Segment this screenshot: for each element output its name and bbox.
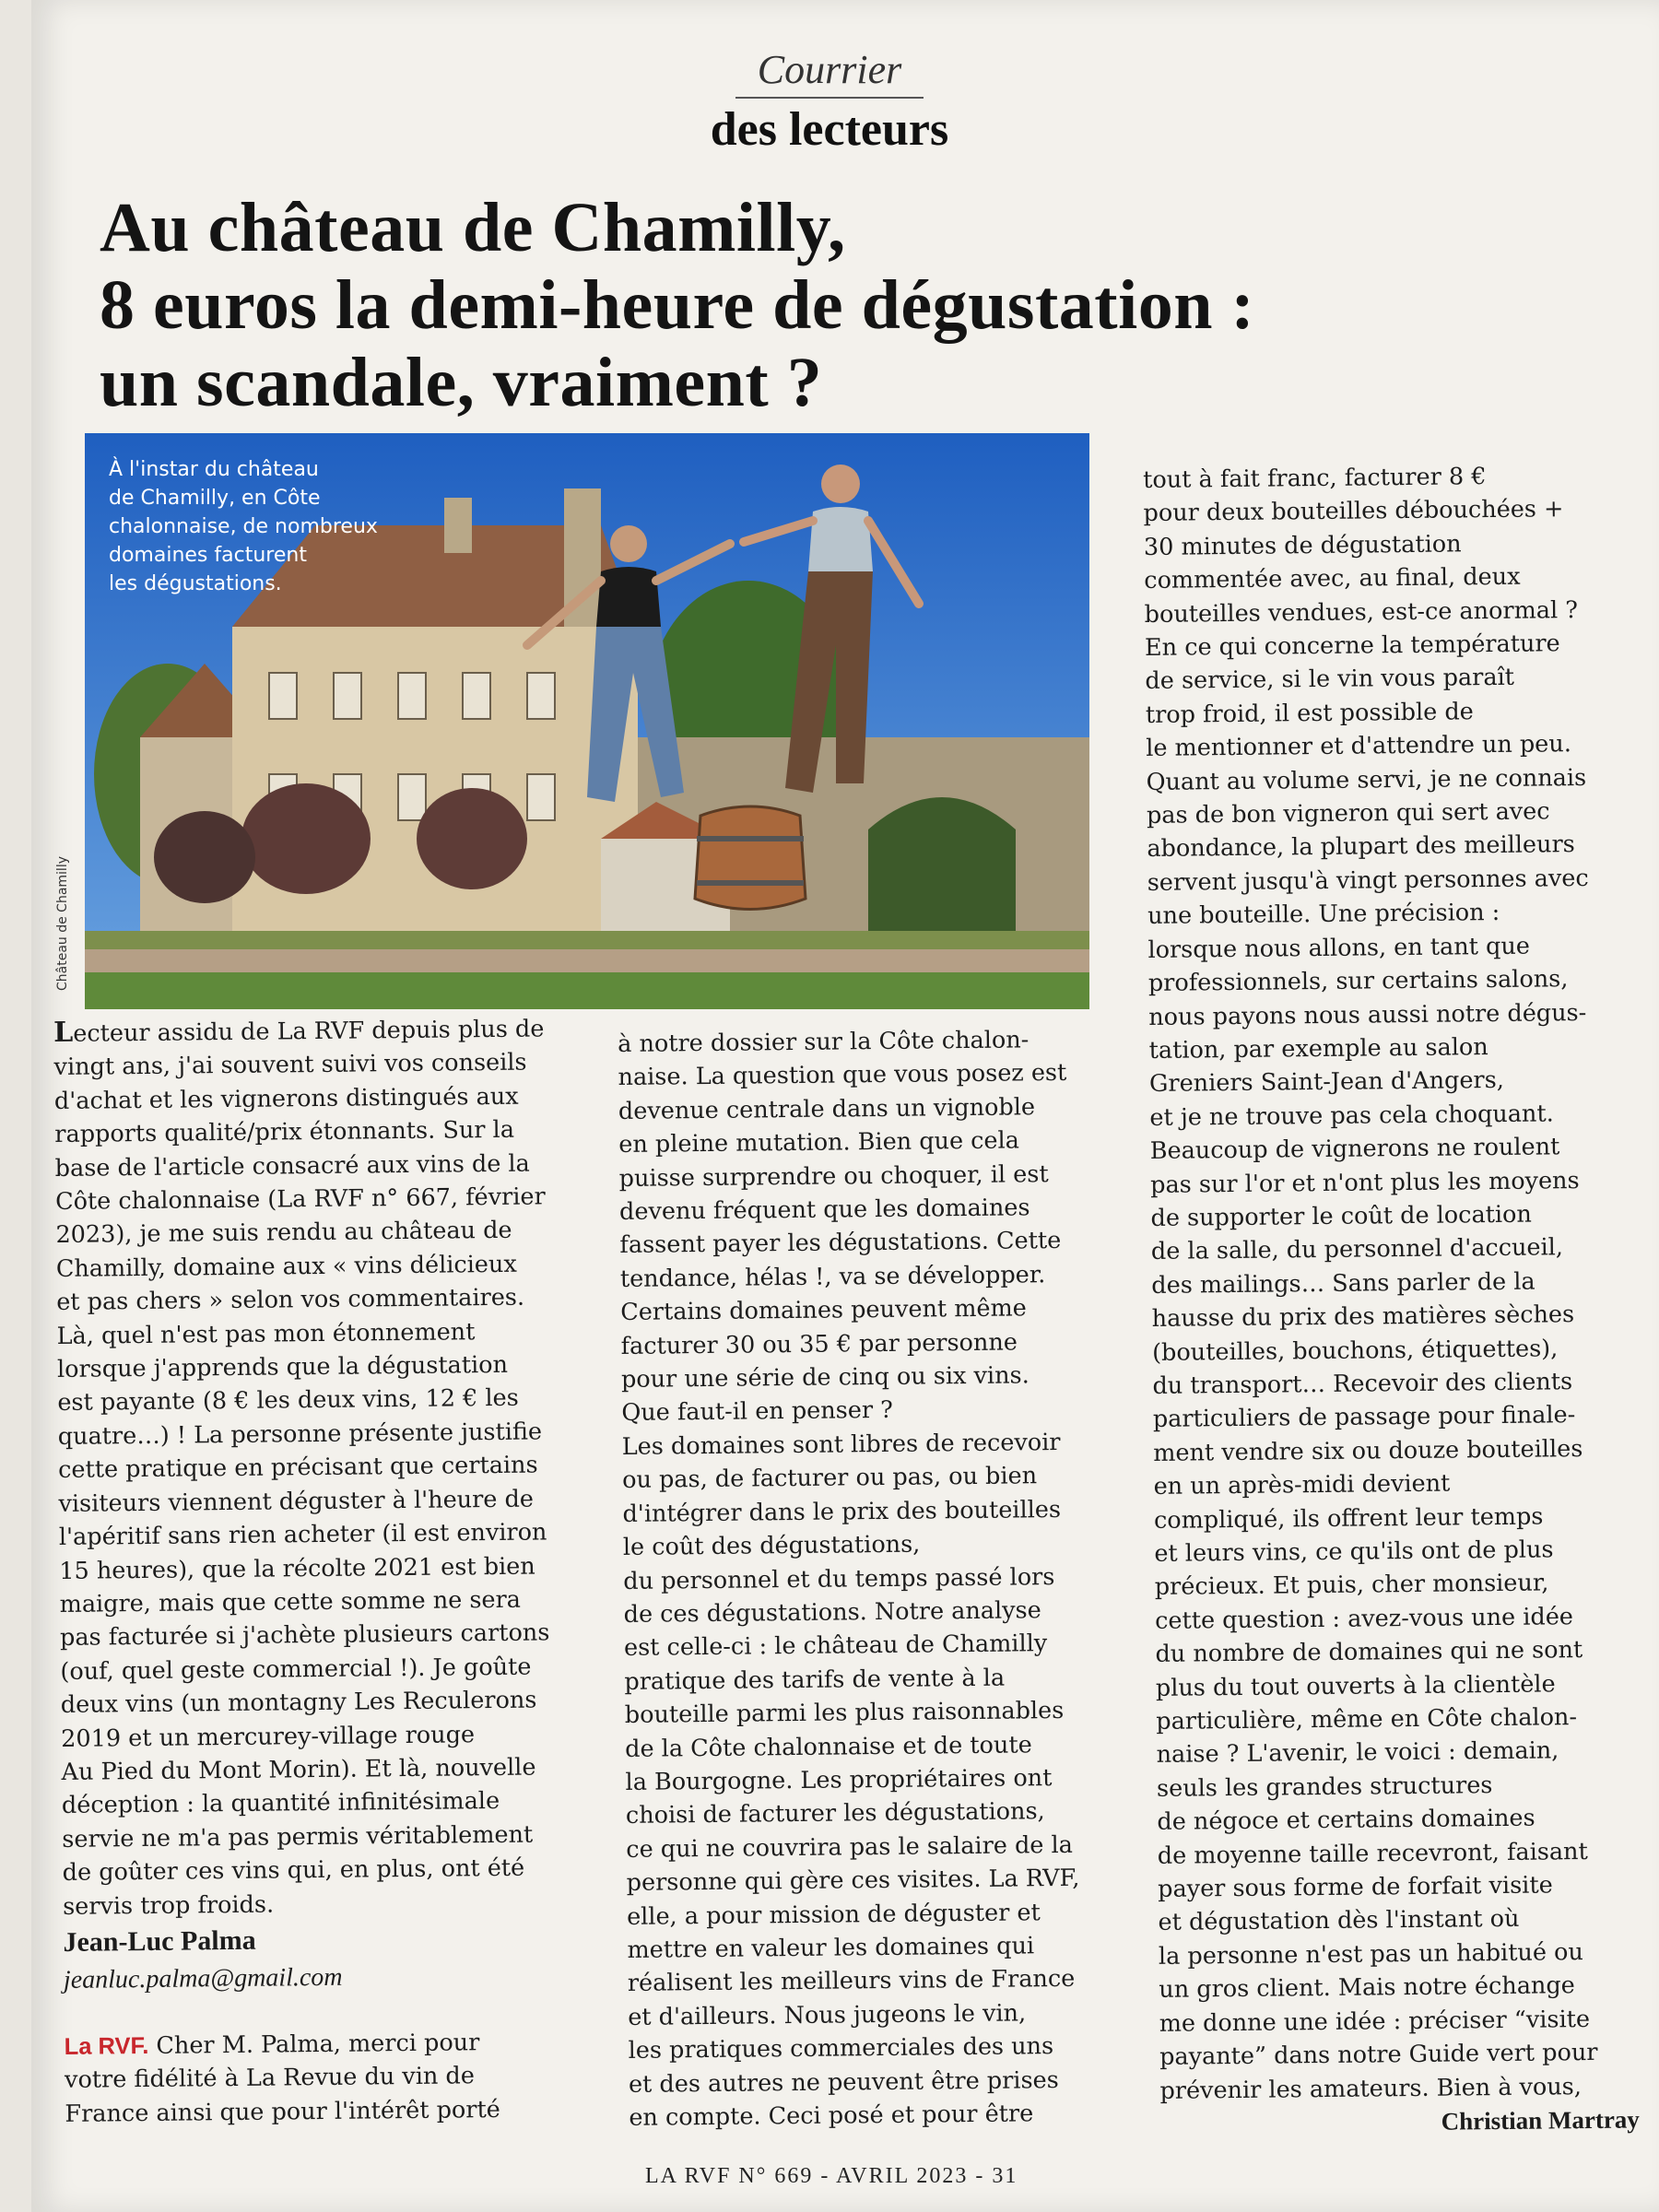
reply-signature: Christian Martray bbox=[1441, 2105, 1640, 2136]
text-line: du nombre de domaines qui ne sont bbox=[1155, 1636, 1583, 1669]
rvf-reply-tag: La RVF. bbox=[64, 2032, 149, 2060]
text-line: en un après-midi devient bbox=[1153, 1469, 1451, 1501]
text-line: une bouteille. Une précision : bbox=[1147, 899, 1500, 931]
text-line: d'intégrer dans le prix des bouteilles bbox=[622, 1495, 1062, 1528]
text-line: de moyenne taille recevront, faisant bbox=[1157, 1837, 1588, 1870]
text-line: lorsque j'apprends que la dégustation bbox=[56, 1350, 509, 1384]
text-line: est payante (8 € les deux vins, 12 € les bbox=[57, 1384, 519, 1418]
rubric-des-lecteurs: des lecteurs bbox=[710, 103, 949, 156]
chateau-photo bbox=[85, 433, 1089, 1009]
text-line: 2019 et un mercurey-village rouge bbox=[61, 1720, 476, 1753]
text-line: tout à fait franc, facturer 8 € bbox=[1143, 463, 1487, 494]
photo-caption bbox=[109, 455, 385, 598]
text-line: naise ? L'avenir, le voici : demain, bbox=[1156, 1736, 1559, 1770]
text-line: d'achat et les vignerons distingués aux bbox=[53, 1082, 519, 1115]
text-line: de ces dégustations. Notre analyse bbox=[623, 1596, 1041, 1629]
text-line: plus du tout ouverts à la clientèle bbox=[1155, 1670, 1556, 1702]
text-line: seuls les grandes structures bbox=[1156, 1771, 1493, 1803]
text-line: ment vendre six ou douze bouteilles bbox=[1153, 1434, 1583, 1467]
text-line: 2023), je me suis rendu au château de bbox=[55, 1217, 512, 1250]
text-line: Lecteur assidu de La RVF depuis plus de bbox=[53, 1015, 545, 1049]
text-line: payer sous forme de forfait visite bbox=[1158, 1871, 1553, 1903]
text-line: de goûter ces vins qui, en plus, ont été bbox=[62, 1853, 525, 1888]
text-line: bouteille parmi les plus raisonnables bbox=[624, 1697, 1065, 1730]
text-line: devenue centrale dans un vignoble bbox=[618, 1093, 1036, 1125]
text-line: bouteilles vendues, est-ce anormal ? bbox=[1144, 595, 1579, 629]
text-line: en pleine mutation. Bien que cela bbox=[618, 1126, 1020, 1159]
reply-column-2 bbox=[618, 1023, 1109, 2136]
text-line: puisse surprendre ou choquer, il est bbox=[618, 1159, 1049, 1193]
text-line: particuliers de passage pour finale- bbox=[1152, 1401, 1576, 1434]
text-line: pas de bon vigneron qui sert avec bbox=[1146, 797, 1550, 830]
text-line: professionnels, sur certains salons, bbox=[1147, 965, 1569, 998]
text-line: ou pas, de facturer ou pas, ou bien bbox=[621, 1462, 1038, 1495]
section-rubric bbox=[0, 46, 1659, 157]
text-line: tation, par exemple au salon bbox=[1148, 1033, 1488, 1065]
text-line: de la Côte chalonnaise et de toute bbox=[625, 1730, 1032, 1763]
text-line: et des autres ne peuvent être prises bbox=[628, 2065, 1059, 2099]
text-line: de supporter le coût de location bbox=[1150, 1200, 1533, 1232]
text-line: l'apéritif sans rien acheter (il est environ bbox=[58, 1518, 547, 1552]
text-line: trop froid, il est possible de bbox=[1145, 698, 1474, 729]
caption-line: domaines facturent bbox=[109, 544, 307, 567]
text-line: précieux. Et puis, cher monsieur, bbox=[1154, 1569, 1549, 1602]
text-line: des mailings… Sans parler de la bbox=[1151, 1267, 1535, 1300]
text-line: et leurs vins, ce qu'ils ont de plus bbox=[1154, 1535, 1554, 1568]
text-line: devenu fréquent que les domaines bbox=[618, 1194, 1030, 1227]
text-line: rapports qualité/prix étonnants. Sur la bbox=[54, 1115, 515, 1149]
text-line: le coût des dégustations, bbox=[622, 1530, 921, 1562]
text-line: ce qui ne couvrira pas le salaire de la bbox=[626, 1830, 1074, 1864]
text-line: du personnel et du temps passé lors bbox=[623, 1562, 1055, 1595]
article-headline bbox=[100, 189, 1611, 421]
drop-cap: L bbox=[53, 1016, 74, 1049]
text-line: base de l'article consacré aux vins de la bbox=[54, 1149, 530, 1182]
text-line: Chamilly, domaine aux « vins délicieux bbox=[55, 1250, 517, 1283]
text-line: maigre, mais que cette somme ne sera bbox=[59, 1585, 522, 1618]
text-line: 30 minutes de dégustation bbox=[1143, 530, 1462, 561]
text-line: un gros client. Mais notre échange bbox=[1159, 1971, 1575, 2005]
text-line: commentée avec, au final, deux bbox=[1144, 562, 1521, 595]
caption-line: les dégustations. bbox=[109, 572, 282, 595]
caption-line: de Chamilly, en Côte bbox=[109, 487, 321, 510]
text-line: Là, quel n'est pas mon étonnement bbox=[56, 1317, 476, 1350]
letter-author: Jean-Luc Palma bbox=[63, 1924, 256, 1958]
text-line: fassent payer les dégustations. Cette bbox=[619, 1227, 1062, 1260]
text-line: réalisent les meilleurs vins de France bbox=[627, 1965, 1076, 1998]
text-line: pour deux bouteilles débouchées + bbox=[1143, 495, 1564, 528]
text-line: nous payons nous aussi notre dégus- bbox=[1148, 998, 1587, 1031]
text-line: deux vins (un montagny Les Reculerons bbox=[60, 1686, 537, 1720]
text-line: (ouf, quel geste commercial !). Je goûte bbox=[60, 1653, 532, 1686]
text-line: choisi de facturer les dégustations, bbox=[625, 1797, 1045, 1830]
text-line: (bouteilles, bouchons, étiquettes), bbox=[1151, 1334, 1559, 1367]
text-line: Quant au volume servi, je ne connais bbox=[1146, 763, 1587, 796]
text-line: les pratiques commerciales des uns bbox=[628, 2032, 1054, 2065]
text-line: la Bourgogne. Les propriétaires ont bbox=[625, 1764, 1053, 1796]
text-line: pas sur l'or et n'ont plus les moyens bbox=[1150, 1166, 1580, 1199]
text-line: quatre…) ! La personne présente justifie bbox=[57, 1418, 543, 1451]
text-line: servent jusqu'à vingt personnes avec bbox=[1147, 864, 1589, 897]
text-line: du transport… Recevoir des clients bbox=[1152, 1368, 1573, 1400]
text-line: de négoce et certains domaines bbox=[1157, 1804, 1535, 1837]
text-line: Au Pied du Mont Morin). Et là, nouvelle bbox=[61, 1753, 536, 1786]
text-line: déception : la quantité infinitésimale bbox=[61, 1787, 500, 1820]
text-line: cette pratique en précisant que certains bbox=[57, 1451, 538, 1485]
text-line: lorsque nous allons, en tant que bbox=[1147, 932, 1531, 964]
text-line: elle, a pour mission de déguster et bbox=[626, 1898, 1041, 1931]
text-line: servis trop froids. bbox=[62, 1890, 275, 1921]
headline-line: 8 euros la demi-heure de dégustation : bbox=[100, 266, 1255, 344]
text-line: France ainsi que pour l'intérêt porté bbox=[65, 2095, 500, 2128]
headline-line: un scandale, vraiment ? bbox=[100, 344, 823, 421]
text-line: et dégustation dès l'instant où bbox=[1158, 1905, 1520, 1937]
text-line: En ce qui concerne la température bbox=[1144, 629, 1560, 663]
text-line: particulière, même en Côte chalon- bbox=[1156, 1703, 1578, 1735]
text-line: Les domaines sont libres de recevoir bbox=[621, 1428, 1061, 1461]
headline-line: Au château de Chamilly, bbox=[100, 189, 846, 266]
text-line: Certains domaines peuvent même bbox=[620, 1294, 1027, 1327]
text-line: abondance, la plupart des meilleurs bbox=[1147, 830, 1575, 864]
text-line: cette question : avez-vous une idée bbox=[1154, 1602, 1574, 1635]
text-line: me donne une idée : préciser “visite bbox=[1159, 2005, 1591, 2038]
text-line: tendance, hélas !, va se développer. bbox=[619, 1260, 1046, 1293]
page-folio: LA RVF N° 669 - AVRIL 2023 - 31 bbox=[645, 2164, 1018, 2188]
text-line: Côte chalonnaise (La RVF n° 667, février bbox=[54, 1182, 546, 1217]
text-line: et pas chers » selon vos commentaires. bbox=[56, 1283, 525, 1317]
text-line: personne qui gère ces visites. La RVF, bbox=[626, 1864, 1080, 1898]
text-line: de la salle, du personnel d'accueil, bbox=[1150, 1233, 1564, 1266]
text-line: à notre dossier sur la Côte chalon- bbox=[618, 1026, 1030, 1058]
caption-line: À l'instar du château bbox=[109, 458, 319, 481]
caption-line: chalonnaise, de nombreux bbox=[109, 515, 378, 538]
text-line: 15 heures), que la récolte 2021 est bien bbox=[59, 1552, 535, 1585]
text-line: la personne n'est pas un habitué ou bbox=[1158, 1937, 1584, 1971]
text-line: vingt ans, j'ai souvent suivi vos conseils bbox=[53, 1049, 527, 1082]
reply-column-3 bbox=[1143, 459, 1640, 2142]
text-line: visiteurs viennent déguster à l'heure de bbox=[58, 1485, 535, 1518]
text-line: naise. La question que vous posez est bbox=[618, 1059, 1067, 1092]
text-line: votre fidélité à La Revue du vin de bbox=[64, 2062, 476, 2095]
text-line: pour une série de cinq ou six vins. bbox=[620, 1361, 1030, 1394]
text-line: hausse du prix des matières sèches bbox=[1151, 1300, 1575, 1334]
author-email[interactable]: jeanluc.palma@gmail.com bbox=[63, 1962, 343, 1994]
text-line: de service, si le vin vous paraît bbox=[1145, 664, 1515, 696]
text-line: servie ne m'a pas permis véritablement bbox=[62, 1820, 534, 1853]
rubric-courrier: Courrier bbox=[735, 46, 924, 99]
text-line: et je ne trouve pas cela choquant. bbox=[1149, 1100, 1554, 1132]
text-line: pas facturée si j'achète plusieurs cartons bbox=[59, 1618, 550, 1653]
text-line: en compte. Ceci posé et pour être bbox=[629, 2100, 1034, 2132]
photo-credit: Château de Chamilly bbox=[55, 855, 70, 991]
text-line: compliqué, ils offrent leur temps bbox=[1153, 1502, 1544, 1535]
text-line: Que faut-il en penser ? bbox=[621, 1396, 894, 1428]
text-line: pratique des tarifs de vente à la bbox=[624, 1664, 1006, 1696]
text-line: mettre en valeur les domaines qui bbox=[627, 1932, 1035, 1964]
letter-column bbox=[53, 1011, 582, 2131]
text-line: prévenir les amateurs. Bien à vous, bbox=[1159, 2072, 1583, 2105]
text-line: et d'ailleurs. Nous jugeons le vin, bbox=[628, 1999, 1027, 2031]
text-line: La RVF. Cher M. Palma, merci pour bbox=[64, 2029, 480, 2060]
text-line: facturer 30 ou 35 € par personne bbox=[620, 1328, 1018, 1360]
text-line: payante” dans notre Guide vert pour bbox=[1159, 2039, 1598, 2071]
text-line: Beaucoup de vignerons ne roulent bbox=[1149, 1133, 1560, 1166]
text-line: Greniers Saint-Jean d'Angers, bbox=[1148, 1066, 1505, 1099]
text-line: est celle-ci : le château de Chamilly bbox=[623, 1630, 1048, 1663]
text-line: le mentionner et d'attendre un peu. bbox=[1146, 730, 1572, 763]
